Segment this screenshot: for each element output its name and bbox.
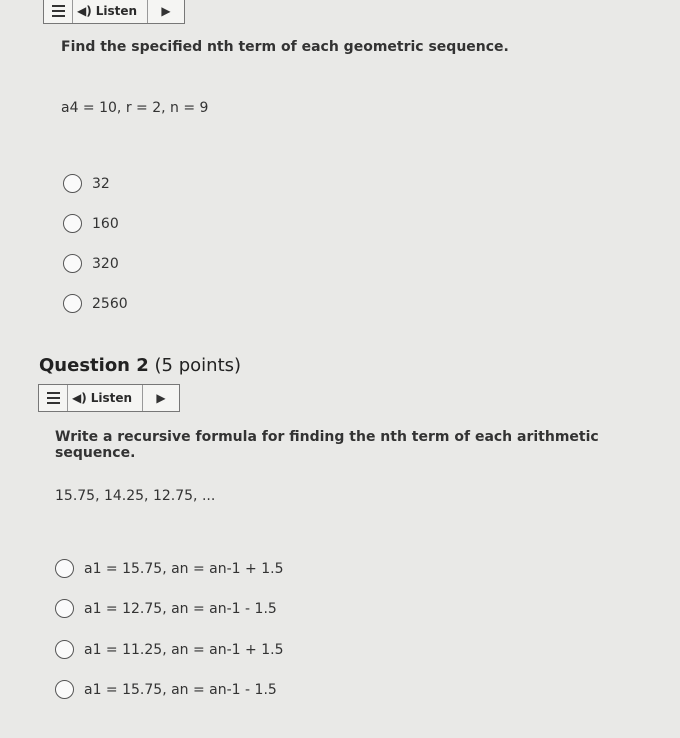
listen-toolbar-q2 bbox=[38, 384, 180, 412]
question-1-given: a4 = 10, r = 2, n = 9 bbox=[61, 100, 209, 116]
option-label: a1 = 15.75, an = an-1 - 1.5 bbox=[84, 681, 277, 698]
q1-option-2[interactable] bbox=[63, 214, 119, 233]
play-icon[interactable]: ▶ bbox=[156, 391, 166, 405]
q2-option-2[interactable] bbox=[55, 599, 277, 618]
menu-icon[interactable] bbox=[44, 0, 73, 23]
radio-button[interactable] bbox=[55, 559, 74, 578]
listen-label: Listen bbox=[95, 4, 138, 18]
question-2-heading bbox=[39, 355, 241, 376]
option-label: 2560 bbox=[92, 295, 128, 312]
listen-toolbar-q1 bbox=[43, 0, 185, 24]
q2-option-3[interactable] bbox=[55, 640, 284, 659]
radio-button[interactable] bbox=[55, 680, 74, 699]
question-2-prompt: Write a recursive formula for finding the nth term of each arithmetic sequence. bbox=[55, 429, 599, 461]
question-2-sequence: 15.75, 14.25, 12.75, ... bbox=[55, 488, 216, 504]
listen-label: Listen bbox=[90, 391, 133, 405]
radio-button[interactable] bbox=[63, 254, 82, 273]
q2-option-1[interactable] bbox=[55, 559, 284, 578]
option-label: 160 bbox=[92, 215, 119, 232]
question-1-prompt: Find the specified nth term of each geometric sequence. bbox=[61, 39, 509, 55]
question-2-title: Question 2 bbox=[39, 355, 149, 376]
speaker-icon: ◀) bbox=[72, 391, 87, 405]
menu-icon[interactable] bbox=[39, 385, 68, 411]
q1-option-4[interactable] bbox=[63, 294, 128, 313]
option-label: a1 = 15.75, an = an-1 + 1.5 bbox=[84, 560, 284, 577]
speaker-icon: ◀) bbox=[77, 4, 92, 18]
radio-button[interactable] bbox=[63, 294, 82, 313]
question-2-points: (5 points) bbox=[154, 355, 242, 376]
play-icon[interactable]: ▶ bbox=[161, 4, 171, 18]
q2-option-4[interactable] bbox=[55, 680, 277, 699]
option-label: 32 bbox=[92, 175, 110, 192]
option-label: a1 = 12.75, an = an-1 - 1.5 bbox=[84, 600, 277, 617]
q1-option-1[interactable] bbox=[63, 174, 110, 193]
radio-button[interactable] bbox=[55, 599, 74, 618]
listen-button[interactable] bbox=[73, 0, 148, 23]
option-label: a1 = 11.25, an = an-1 + 1.5 bbox=[84, 641, 284, 658]
q1-option-3[interactable] bbox=[63, 254, 119, 273]
option-label: 320 bbox=[92, 255, 119, 272]
radio-button[interactable] bbox=[63, 174, 82, 193]
radio-button[interactable] bbox=[55, 640, 74, 659]
listen-button[interactable] bbox=[68, 385, 143, 411]
radio-button[interactable] bbox=[63, 214, 82, 233]
